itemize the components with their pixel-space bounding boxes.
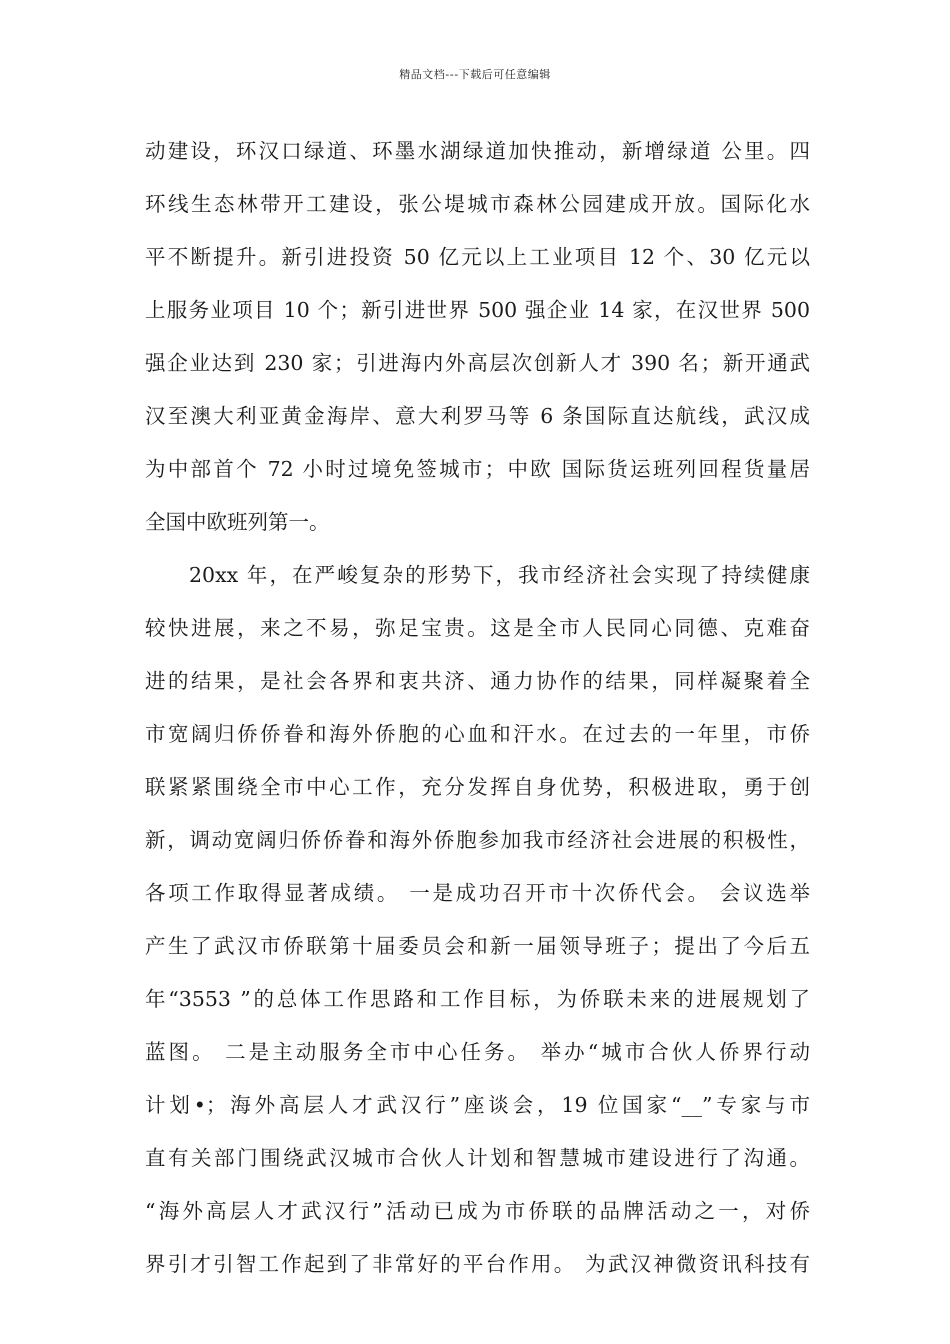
text-line: 为中部首个 72 小时过境免签城市；中欧 国际货运班列回程货量居	[145, 457, 810, 481]
text-line: 直有关部门围绕武汉城市合伙人计划和智慧城市建设进行了沟通。	[145, 1146, 810, 1170]
text-line: 蓝图。 二是主动服务全市中心任务。 举办“城市合伙人侨界行动	[145, 1040, 810, 1064]
text-line: 较快进展，来之不易，弥足宝贵。这是全市人民同心同德、克难奋	[145, 616, 810, 640]
text-line: 联紧紧围绕全市中心工作，充分发挥自身优势，积极进取，勇于创	[145, 775, 810, 799]
text-line: 进的结果，是社会各界和衷共济、通力协作的结果，同样凝聚着全	[145, 669, 810, 693]
text-line: 界引才引智工作起到了非常好的平台作用。 为武汉神微资讯科技有	[145, 1252, 810, 1276]
text-line: 各项工作取得显著成绩。 一是成功召开市十次侨代会。 会议选举	[145, 881, 810, 905]
text-line: 动建设，环汉口绿道、环墨水湖绿道加快推动，新增绿道 公里。四	[145, 139, 810, 163]
text-line: 年“3553 ”的总体工作思路和工作目标，为侨联未来的进展规划了	[145, 987, 810, 1011]
document-body	[145, 131, 810, 1297]
text-line: 新，调动宽阔归侨侨眷和海外侨胞参加我市经济社会进展的积极性，	[145, 828, 810, 852]
text-line: 环线生态林带开工建设，张公堤城市森林公园建成开放。国际化水	[145, 192, 810, 216]
text-line: “海外高层人才武汉行”活动已成为市侨联的品牌活动之一，对侨	[145, 1199, 810, 1223]
text-line: 计划•；海外高层人才武汉行”座谈会，19 位国家“__”专家与市	[145, 1093, 810, 1117]
paragraph-end-line: 全国中欧班列第一。	[145, 510, 330, 534]
text-line: 产生了武汉市侨联第十届委员会和新一届领导班子；提出了今后五	[145, 934, 810, 958]
paragraph-first-line: 20xx 年，在严峻复杂的形势下，我市经济社会实现了持续健康	[189, 563, 810, 587]
text-line: 汉至澳大利亚黄金海岸、意大利罗马等 6 条国际直达航线，武汉成	[145, 404, 810, 428]
text-line: 强企业达到 230 家；引进海内外高层次创新人才 390 名；新开通武	[145, 351, 810, 375]
page-header: 精品文档---下载后可任意编辑	[399, 68, 551, 81]
text-line: 平不断提升。新引进投资 50 亿元以上工业项目 12 个、30 亿元以	[145, 245, 810, 269]
text-line: 上服务业项目 10 个；新引进世界 500 强企业 14 家，在汉世界 500	[145, 298, 810, 322]
text-line: 市宽阔归侨侨眷和海外侨胞的心血和汗水。在过去的一年里，市侨	[145, 722, 810, 746]
